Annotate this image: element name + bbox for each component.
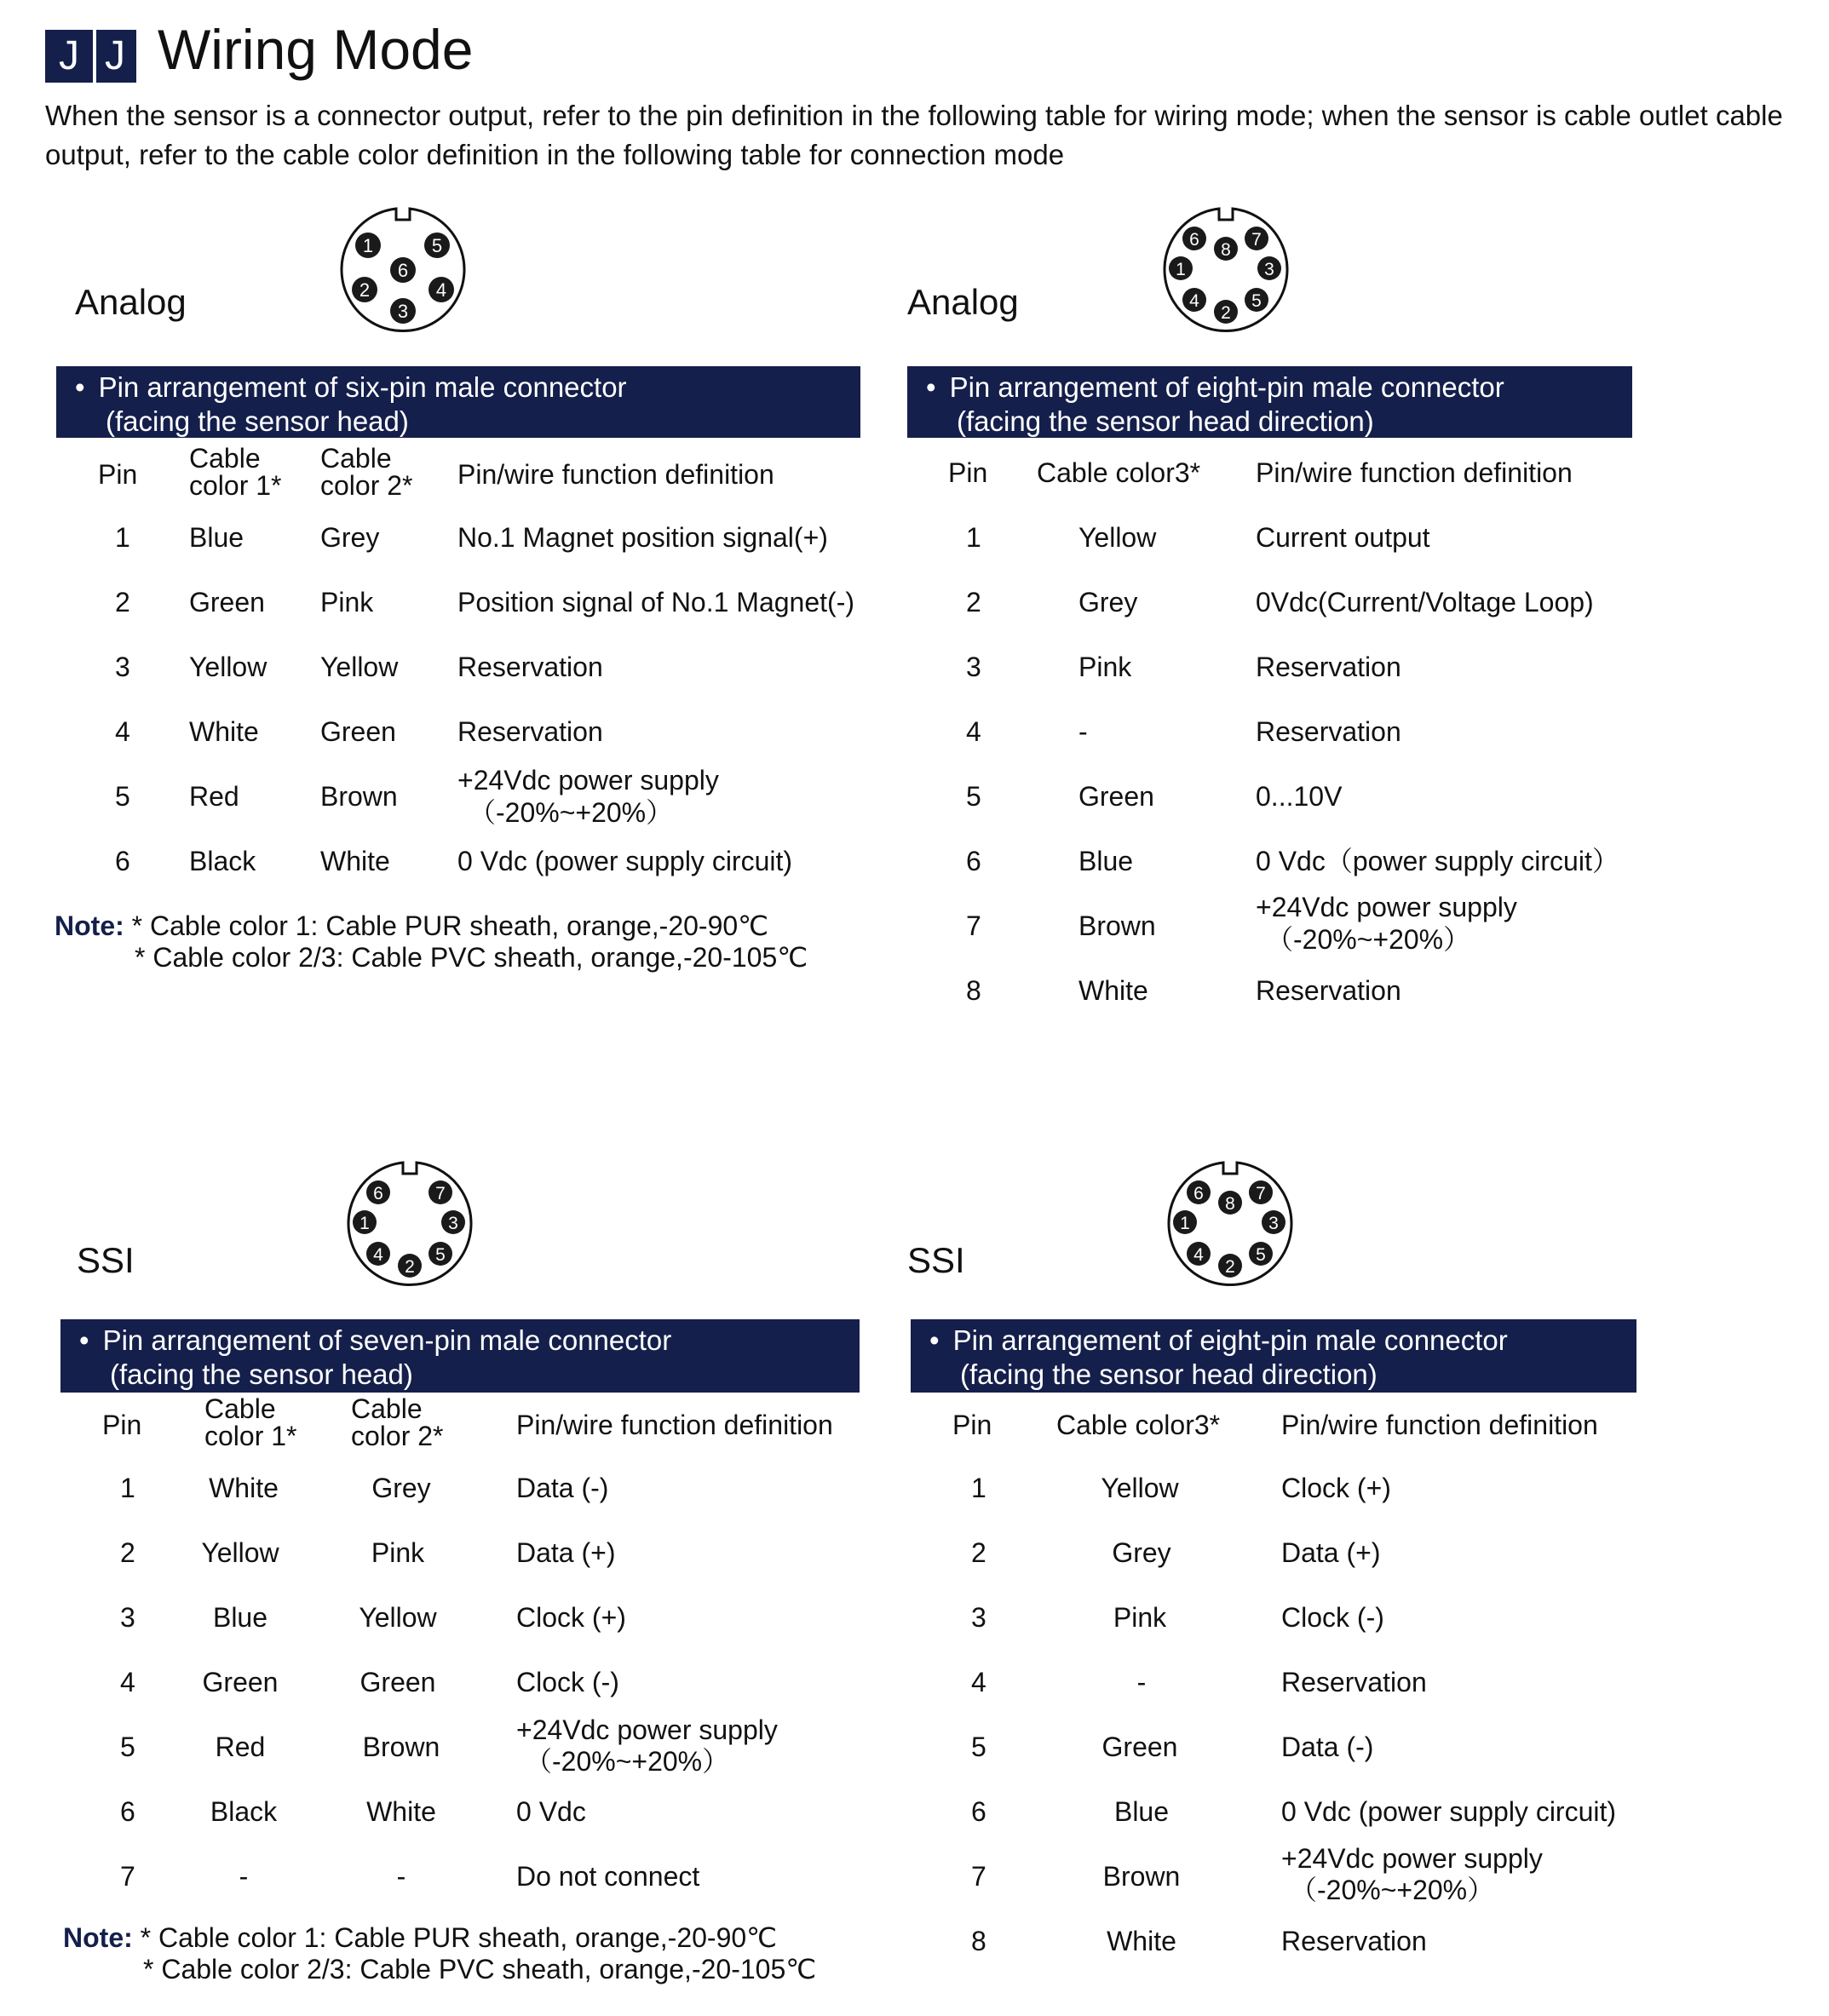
pin-4	[366, 1242, 390, 1266]
svg-text:3: 3	[397, 301, 409, 322]
svg-text:7: 7	[1251, 230, 1262, 250]
pin-6	[366, 1180, 390, 1204]
banner-line2: (facing the sensor head)	[110, 1358, 413, 1390]
header-pin: Pin	[98, 459, 138, 490]
header-cable-color-2: Cable color 2*	[320, 443, 413, 501]
eight-pin-connector-diagram	[1159, 203, 1293, 337]
banner-line1: • Pin arrangement of seven-pin male connector	[79, 1324, 860, 1358]
note-ssi: Note: * Cable color 1: Cable PUR sheath, orange,-20-90℃	[63, 1922, 778, 1953]
note-analog-line2: * Cable color 2/3: Cable PVC sheath, orange,-20-105℃	[135, 942, 808, 973]
svg-text:1: 1	[359, 1214, 370, 1233]
pin-1	[353, 1210, 377, 1234]
pin-7	[428, 1180, 452, 1204]
header-function: Pin/wire function definition	[457, 459, 774, 490]
banner-line2: (facing the sensor head)	[106, 405, 409, 437]
logo-letter: J	[105, 33, 125, 78]
banner-six-pin	[56, 366, 860, 438]
svg-text:3: 3	[1268, 1214, 1279, 1233]
pin-1	[1173, 1210, 1197, 1234]
pin-8	[1218, 1191, 1242, 1215]
pin-4	[1182, 288, 1206, 312]
pin-3	[390, 298, 416, 324]
header-function: Pin/wire function definition	[1281, 1410, 1598, 1440]
pin-8	[1214, 237, 1238, 261]
header-cable-color-2: Cable color 2*	[351, 1393, 444, 1451]
pin-5	[1245, 288, 1268, 312]
svg-text:2: 2	[405, 1257, 415, 1277]
pin-2	[352, 277, 377, 302]
header-cable-color-1: Cable color 1*	[204, 1393, 297, 1451]
pin-7	[1249, 1180, 1273, 1204]
pin-6	[390, 257, 416, 283]
banner-line2: (facing the sensor head direction)	[960, 1358, 1378, 1390]
section-label-analog-8pin: Analog	[907, 282, 1019, 322]
banner-line1: • Pin arrangement of six-pin male connector	[75, 370, 860, 405]
svg-text:6: 6	[397, 260, 409, 281]
pin-6	[1187, 1180, 1211, 1204]
svg-text:8: 8	[1225, 1194, 1235, 1214]
svg-text:4: 4	[1193, 1245, 1204, 1265]
svg-text:6: 6	[373, 1184, 383, 1203]
header-pin: Pin	[952, 1410, 992, 1440]
svg-text:6: 6	[1189, 230, 1199, 250]
banner-eight-pin-ssi	[911, 1319, 1636, 1393]
pin-5	[428, 1242, 452, 1266]
section-label-ssi-7pin: SSI	[77, 1240, 135, 1280]
logo-letter: J	[59, 33, 79, 78]
svg-text:4: 4	[435, 279, 447, 301]
svg-text:2: 2	[1221, 303, 1231, 323]
svg-text:1: 1	[362, 235, 374, 256]
pin-5	[1249, 1242, 1273, 1266]
banner-eight-pin-analog	[907, 366, 1632, 438]
header-pin: Pin	[102, 1410, 142, 1440]
pin-6	[1182, 227, 1206, 250]
header-function: Pin/wire function definition	[1256, 457, 1573, 488]
pin-2	[1214, 300, 1238, 324]
pin-1	[355, 233, 381, 258]
section-label-ssi-8pin: SSI	[907, 1240, 965, 1280]
pin-3	[1262, 1210, 1285, 1234]
seven-pin-connector-diagram	[342, 1157, 477, 1291]
svg-text:5: 5	[431, 235, 443, 256]
eight-pin-connector-diagram	[1163, 1157, 1297, 1291]
header-cable-color-1: Cable color 1*	[189, 443, 282, 501]
svg-text:6: 6	[1193, 1184, 1204, 1203]
pin-7	[1245, 227, 1268, 250]
note-analog: Note: * Cable color 1: Cable PUR sheath, orange,-20-90℃	[55, 910, 769, 941]
svg-text:4: 4	[373, 1245, 383, 1265]
svg-text:7: 7	[1256, 1184, 1266, 1203]
page-title: Wiring Mode	[158, 18, 474, 81]
pin-5	[424, 233, 450, 258]
banner-line2: (facing the sensor head direction)	[957, 405, 1374, 437]
svg-text:5: 5	[1256, 1245, 1266, 1265]
pin-2	[1218, 1254, 1242, 1278]
banner-line1: • Pin arrangement of eight-pin male connector	[929, 1324, 1636, 1358]
note-ssi-line2: * Cable color 2/3: Cable PVC sheath, orange,-20-105℃	[143, 1954, 817, 1984]
svg-text:5: 5	[1251, 291, 1262, 311]
header-pin: Pin	[948, 457, 988, 488]
svg-text:3: 3	[1264, 260, 1274, 279]
pin-1	[1169, 256, 1193, 280]
svg-text:5: 5	[435, 1245, 446, 1265]
header-cable-color-3: Cable color3*	[1037, 457, 1201, 488]
svg-text:8: 8	[1221, 240, 1231, 260]
pin-3	[441, 1210, 465, 1234]
pin-4	[1187, 1242, 1211, 1266]
svg-text:1: 1	[1180, 1214, 1190, 1233]
brand-logo	[45, 30, 136, 83]
header-function: Pin/wire function definition	[516, 1410, 833, 1440]
header-cable-color-3: Cable color3*	[1056, 1410, 1221, 1440]
svg-text:4: 4	[1189, 291, 1199, 311]
svg-text:1: 1	[1176, 260, 1186, 279]
svg-text:2: 2	[359, 279, 371, 301]
section-label-analog-6pin: Analog	[75, 282, 187, 322]
intro-paragraph: When the sensor is a connector output, refer to the pin definition in the following table for wiring mode; when the sensor is cable outlet cable output, refer to the cable color definition in the following table for connection mode	[45, 100, 1783, 170]
banner-seven-pin	[60, 1319, 860, 1393]
pin-4	[428, 277, 454, 302]
pin-2	[398, 1254, 422, 1278]
six-pin-connector-diagram	[336, 203, 470, 337]
svg-text:7: 7	[435, 1184, 446, 1203]
svg-text:2: 2	[1225, 1257, 1235, 1277]
banner-line1: • Pin arrangement of eight-pin male connector	[926, 370, 1632, 405]
svg-text:3: 3	[448, 1214, 458, 1233]
pin-3	[1257, 256, 1281, 280]
